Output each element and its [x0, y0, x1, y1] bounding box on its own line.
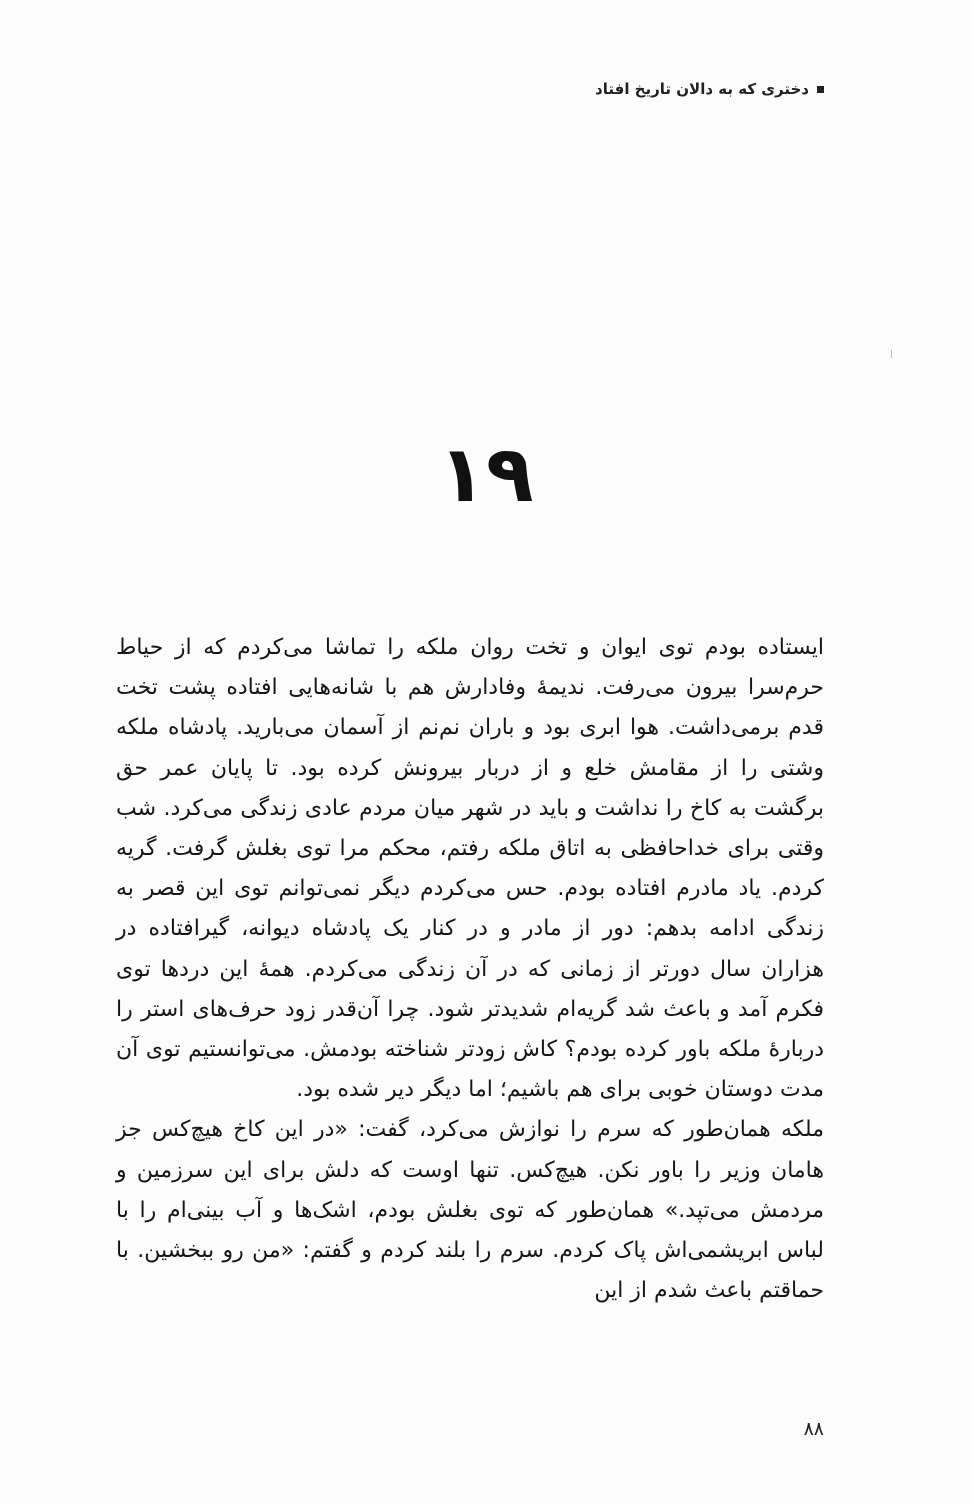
running-header — [595, 80, 824, 98]
paragraph: ایستاده بودم توی ایوان و تخت روان ملکه را تماشا می‌کردم که از حیاط حرم‌سرا بیرون می‌رفت. ندیمهٔ وفادارش هم با شانه‌هایی افتاده پشت تخت قدم برمی‌داشت. هوا ابری بود و باران نم‌نم از آسمان می‌بارید. پادشاه ملکه وشتی را از مقامش خلع و از دربار بیرونش کرده بود. تا پایان عمر حق برگشت به کاخ را نداشت و باید در شهر میان مردم عادی زندگی می‌کرد. شب وقتی برای خداحافظی به اتاق ملکه رفتم، محکم مرا توی بغلش گرفت. گریه کردم. یاد مادرم افتاده بودم. حس می‌کردم دیگر نمی‌توانم توی این قصر به زندگی ادامه بدهم: دور از مادر و در کنار یک پادشاه دیوانه، گیرافتاده در هزاران سال دورتر از زمانی که در آن زندگی می‌کردم. همهٔ این دردها توی فکرم آمد و باعث شد گریه‌ام شدیدتر شود. چرا آن‌قدر زود حرف‌های استر را دربارهٔ ملکه باور کرده بودم؟ کاش زودتر شناخته بودمش. می‌توانستیم توی آن مدت دوستان خوبی برای هم باشیم؛ اما دیگر دیر شده بود. — [116, 635, 824, 1103]
scan-speck — [891, 350, 892, 358]
square-bullet-icon — [817, 86, 824, 93]
page-number: ۸۸ — [803, 1418, 824, 1440]
chapter-number: ۱۹ — [438, 430, 534, 520]
running-title: دختری که به دالان تاریخ افتاد — [595, 80, 809, 98]
body-text — [116, 628, 824, 1311]
paragraph: ملکه همان‌طور که سرم را نوازش می‌کرد، گفت: «در این کاخ هیچ‌کس جز هامان وزیر را باور نکن. هیچ‌کس. تنها اوست که دلش برای این سرزمین و مردمش می‌تپد.» همان‌طور که توی بغلش بودم، اشک‌ها و آب بینی‌ام را با لباس ابریشمی‌اش پاک کردم. سرم را بلند کردم و گفتم: «من رو ببخشین. با حماقتم باعث شدم از این — [116, 1117, 824, 1304]
